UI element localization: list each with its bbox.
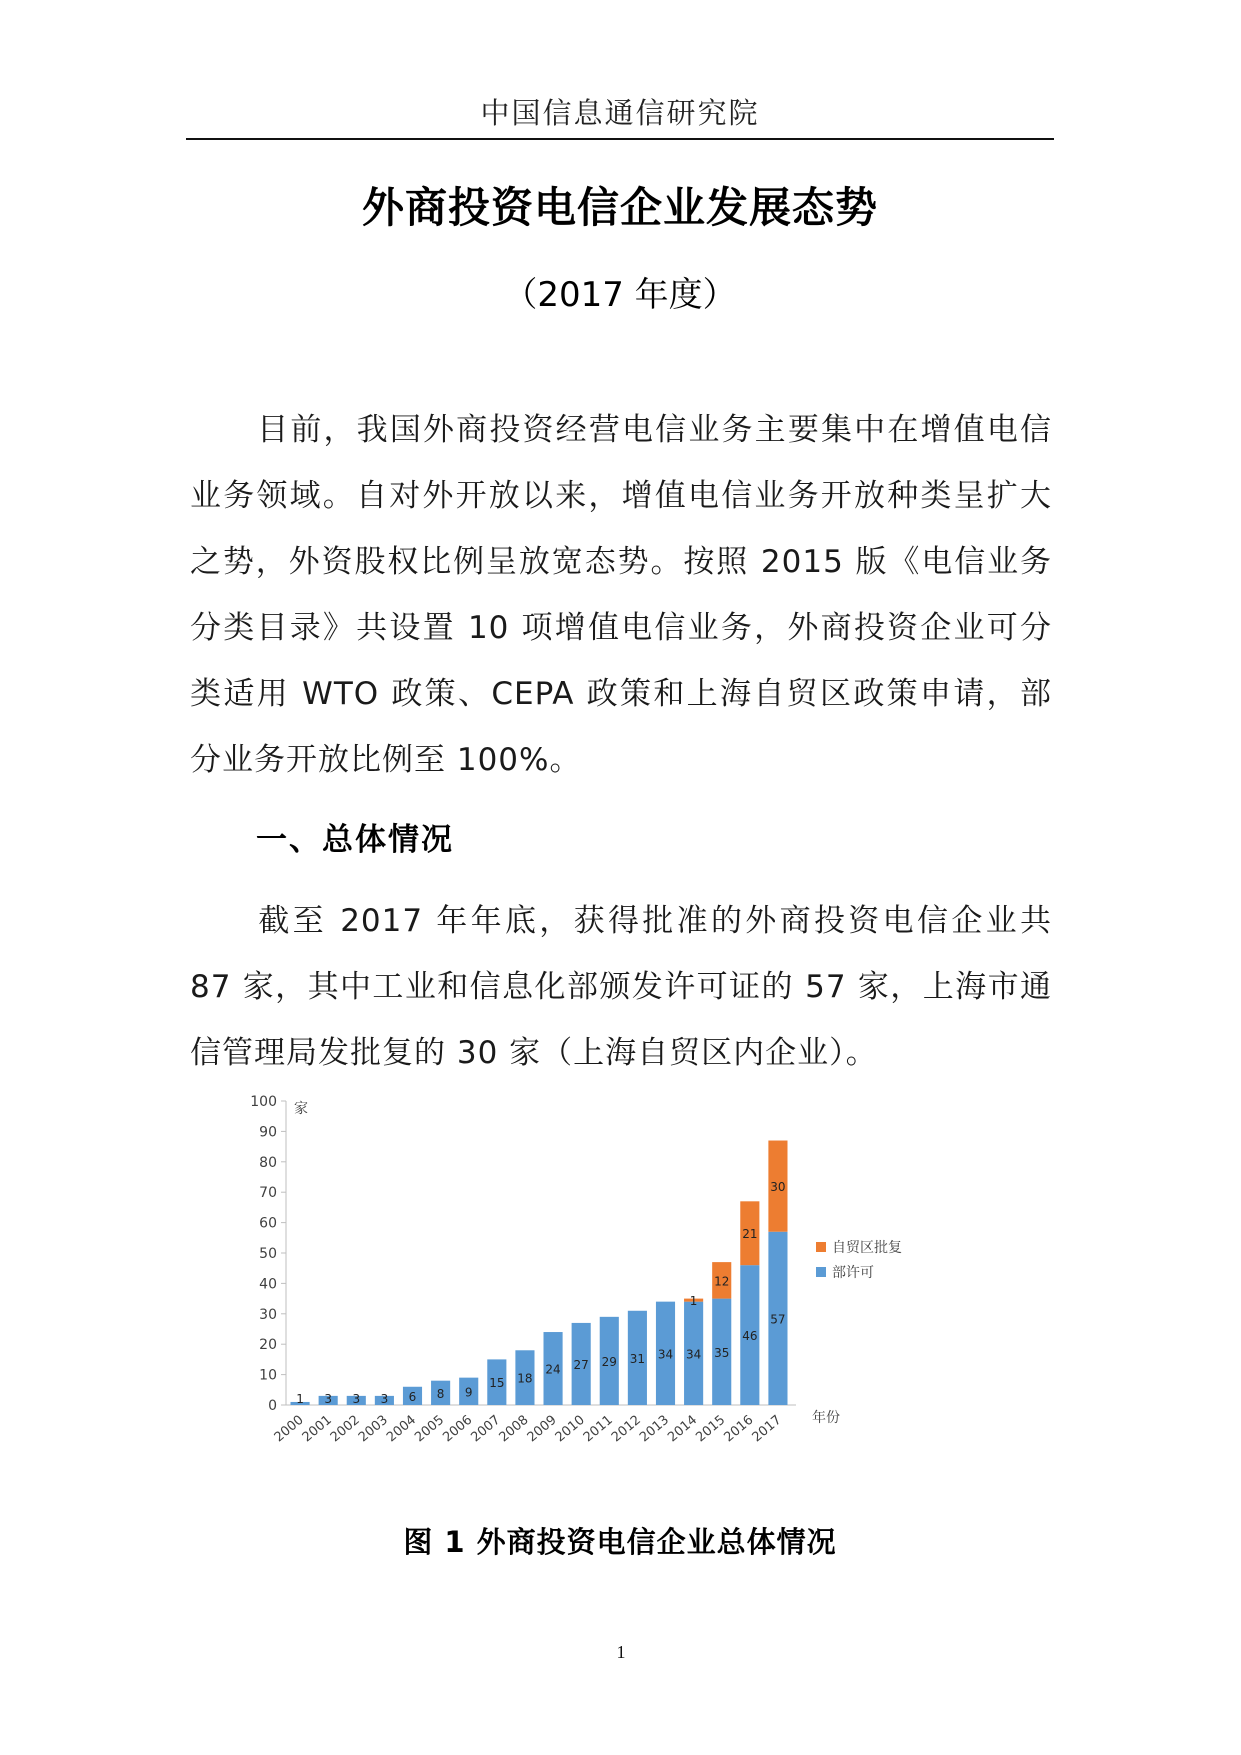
data-label: 34	[685, 1347, 702, 1362]
y-tick-label: 50	[259, 1246, 277, 1262]
x-tick-label: 2016	[721, 1412, 757, 1446]
y-tick-label: 30	[259, 1306, 277, 1323]
data-label: 1	[296, 1392, 304, 1406]
document-subtitle: （2017 年度）	[503, 275, 737, 315]
x-tick-label: 2017	[749, 1412, 785, 1446]
data-label: 3	[324, 1392, 332, 1406]
legend-label: 自贸区批复	[832, 1240, 902, 1256]
data-label: 35	[714, 1345, 730, 1360]
page-number: 1	[616, 1642, 626, 1662]
data-label: 34	[657, 1347, 674, 1362]
data-label: 18	[517, 1371, 533, 1386]
x-tick-label: 2002	[327, 1412, 363, 1446]
data-label: 1	[689, 1294, 698, 1309]
data-label: 57	[770, 1312, 786, 1327]
y-tick-label: 60	[259, 1215, 277, 1232]
x-tick-label: 2004	[384, 1412, 420, 1446]
intro-paragraph-text: 目前，我国外商投资经营电信业务主要集中在增值电信业务领域。自对外开放以来，增值电信业务开放种类呈扩大之势，外资股权比例呈放宽态势。按照 2015 版《电信业务分类目录》共设置 10 项增值电信业务，外商投资企业可分类适用 WTO 政策、CEPA 政策和上海自贸区政策申请，部分业务开放比例至 100%。	[190, 412, 1052, 778]
data-label: 27	[573, 1357, 589, 1372]
y-tick-label: 90	[259, 1124, 277, 1141]
x-tick-label: 2011	[580, 1412, 616, 1446]
y-axis-label: 家	[294, 1101, 308, 1117]
data-label: 21	[742, 1227, 758, 1242]
x-tick-label: 2001	[299, 1412, 335, 1446]
y-tick-label: 80	[259, 1154, 277, 1171]
legend-swatch	[816, 1267, 826, 1277]
figure-1-chart	[230, 1075, 1010, 1495]
legend-swatch	[816, 1242, 826, 1252]
data-label: 12	[714, 1274, 730, 1289]
data-label: 29	[601, 1354, 617, 1369]
x-tick-label: 2014	[665, 1412, 701, 1446]
data-label: 6	[408, 1389, 417, 1404]
overview-paragraph-text: 截至 2017 年年底，获得批准的外商投资电信企业共 87 家，其中工业和信息化部颁发许可证的 57 家，上海市通信管理局发批复的 30 家（上海自贸区内企业）。	[190, 903, 1052, 1071]
data-label: 31	[629, 1351, 646, 1366]
section-heading-overview: 一、总体情况	[256, 822, 454, 858]
header-org-name: 中国信息通信研究院	[480, 96, 760, 130]
figure-caption: 图 1 外商投资电信企业总体情况	[403, 1525, 837, 1559]
data-label: 30	[770, 1180, 786, 1195]
y-tick-label: 40	[259, 1276, 277, 1293]
x-tick-label: 2006	[440, 1412, 476, 1446]
x-tick-label: 2012	[608, 1412, 644, 1446]
data-label: 8	[436, 1386, 445, 1401]
data-label: 9	[464, 1385, 473, 1400]
header-divider	[186, 138, 1054, 140]
overview-paragraph	[190, 888, 1052, 1086]
data-label: 15	[489, 1376, 505, 1391]
data-label: 3	[380, 1392, 389, 1406]
y-tick-label: 10	[259, 1367, 277, 1384]
data-label: 46	[742, 1329, 758, 1344]
x-tick-label: 2009	[524, 1412, 560, 1446]
document-title: 外商投资电信企业发展态势	[361, 183, 878, 232]
x-tick-label: 2010	[552, 1412, 588, 1446]
x-tick-label: 2008	[496, 1412, 532, 1446]
data-label: 24	[545, 1362, 561, 1377]
data-label: 3	[352, 1392, 361, 1406]
page-header	[186, 88, 1054, 138]
stacked-bar-chart	[230, 1075, 1010, 1495]
y-tick-label: 20	[259, 1337, 277, 1354]
x-axis-label: 年份	[812, 1410, 840, 1426]
y-tick-label: 0	[268, 1398, 277, 1414]
x-tick-label: 2013	[637, 1412, 673, 1446]
x-tick-label: 2005	[412, 1412, 448, 1446]
y-tick-label: 70	[259, 1185, 277, 1202]
x-tick-label: 2000	[271, 1412, 307, 1446]
x-tick-label: 2007	[468, 1412, 504, 1446]
x-tick-label: 2015	[693, 1412, 729, 1446]
legend-label: 部许可	[832, 1265, 874, 1281]
y-tick-label: 100	[250, 1094, 277, 1110]
x-tick-label: 2003	[355, 1412, 391, 1446]
intro-paragraph	[190, 397, 1052, 793]
